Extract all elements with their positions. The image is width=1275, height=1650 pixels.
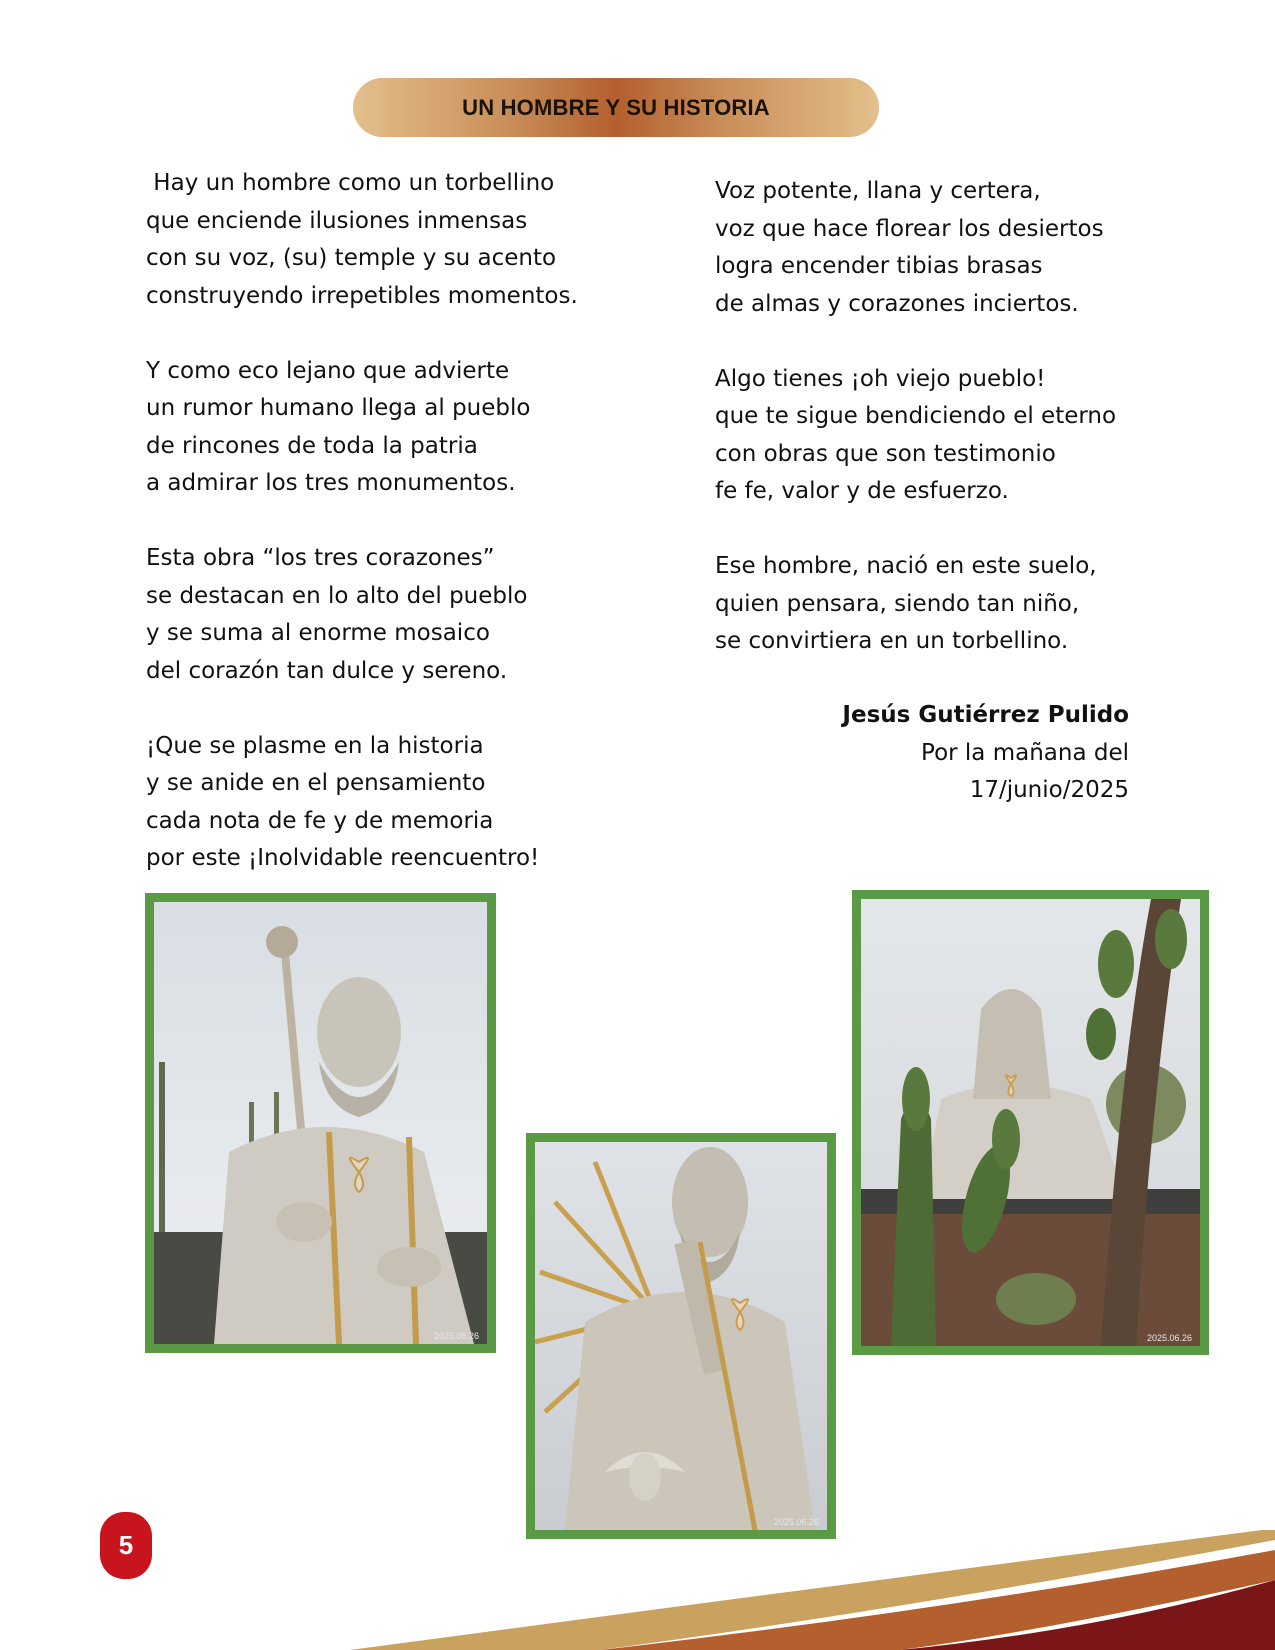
title-banner bbox=[353, 78, 879, 137]
poem-line: se convirtiera en un torbellino. bbox=[715, 628, 1069, 654]
poem-line: Hay un hombre como un torbellino bbox=[146, 170, 555, 196]
stanza bbox=[146, 165, 626, 315]
photo-seated-statue bbox=[852, 890, 1209, 1355]
poem-line: de rincones de toda la patria bbox=[146, 432, 478, 459]
photo-statue-staff bbox=[145, 893, 496, 1353]
stanza bbox=[146, 540, 626, 690]
stanza bbox=[146, 353, 626, 503]
poem-line: Voz potente, llana y certera, bbox=[715, 178, 1041, 204]
poem-line: se destacan en lo alto del pueblo bbox=[146, 582, 528, 609]
poem-line: por este ¡Inolvidable reencuentro! bbox=[146, 845, 540, 871]
poem-left-column bbox=[146, 165, 626, 915]
photo-timestamp: 2025.06.26 bbox=[433, 1331, 479, 1341]
poem-line: fe fe, valor y de esfuerzo. bbox=[715, 478, 1009, 504]
poem-line: logra encender tibias brasas bbox=[715, 253, 1043, 279]
poem-line: Esta obra “los tres corazones” bbox=[146, 545, 495, 571]
poem-line: construyendo irrepetibles momentos. bbox=[146, 282, 578, 309]
photo-timestamp: 2025.06.26 bbox=[1146, 1333, 1192, 1343]
poem-line: Algo tienes ¡oh viejo pueblo! bbox=[715, 365, 1046, 392]
signature-date: 17/junio/2025 bbox=[969, 777, 1129, 803]
poem-line: cada nota de fe y de memoria bbox=[146, 807, 494, 834]
poem-line: Ese hombre, nació en este suelo, bbox=[715, 553, 1097, 579]
poem-line: del corazón tan dulce y sereno. bbox=[146, 657, 508, 684]
poem-line: de almas y corazones inciertos. bbox=[715, 290, 1079, 317]
poem-line: con obras que son testimonio bbox=[715, 440, 1056, 467]
stanza bbox=[715, 548, 1175, 661]
poem-line: que te sigue bendiciendo el eterno bbox=[715, 403, 1117, 429]
footer-swoosh-decoration bbox=[0, 1520, 1275, 1650]
stanza bbox=[715, 361, 1175, 511]
poem-line: que enciende ilusiones inmensas bbox=[146, 207, 528, 234]
signature-block bbox=[842, 697, 1129, 810]
author-name: Jesús Gutiérrez Pulido bbox=[842, 702, 1129, 728]
poem-line: con su voz, (su) temple y su acento bbox=[146, 245, 557, 271]
poem-line: ¡Que se plasme en la historia bbox=[146, 732, 484, 759]
poem-line: quien pensara, siendo tan niño, bbox=[715, 590, 1080, 617]
poem-line: a admirar los tres monumentos. bbox=[146, 470, 516, 496]
poem-line: Y como eco lejano que advierte bbox=[146, 357, 510, 384]
stanza bbox=[715, 173, 1175, 323]
photo-statue-rays bbox=[526, 1133, 836, 1539]
poem-line: voz que hace florear los desiertos bbox=[715, 215, 1104, 242]
page-number: 5 bbox=[118, 1530, 134, 1560]
signature-line: Por la mañana del bbox=[921, 739, 1129, 766]
poem-line: un rumor humano llega al pueblo bbox=[146, 395, 531, 421]
poem-line: y se suma al enorme mosaico bbox=[146, 620, 490, 646]
photo-timestamp: 2025.06.26 bbox=[773, 1517, 819, 1527]
stanza bbox=[146, 728, 626, 878]
page-title: UN HOMBRE Y SU HISTORIA bbox=[462, 94, 770, 120]
poem-line: y se anide en el pensamiento bbox=[146, 770, 486, 796]
poem-right-column bbox=[715, 173, 1175, 698]
